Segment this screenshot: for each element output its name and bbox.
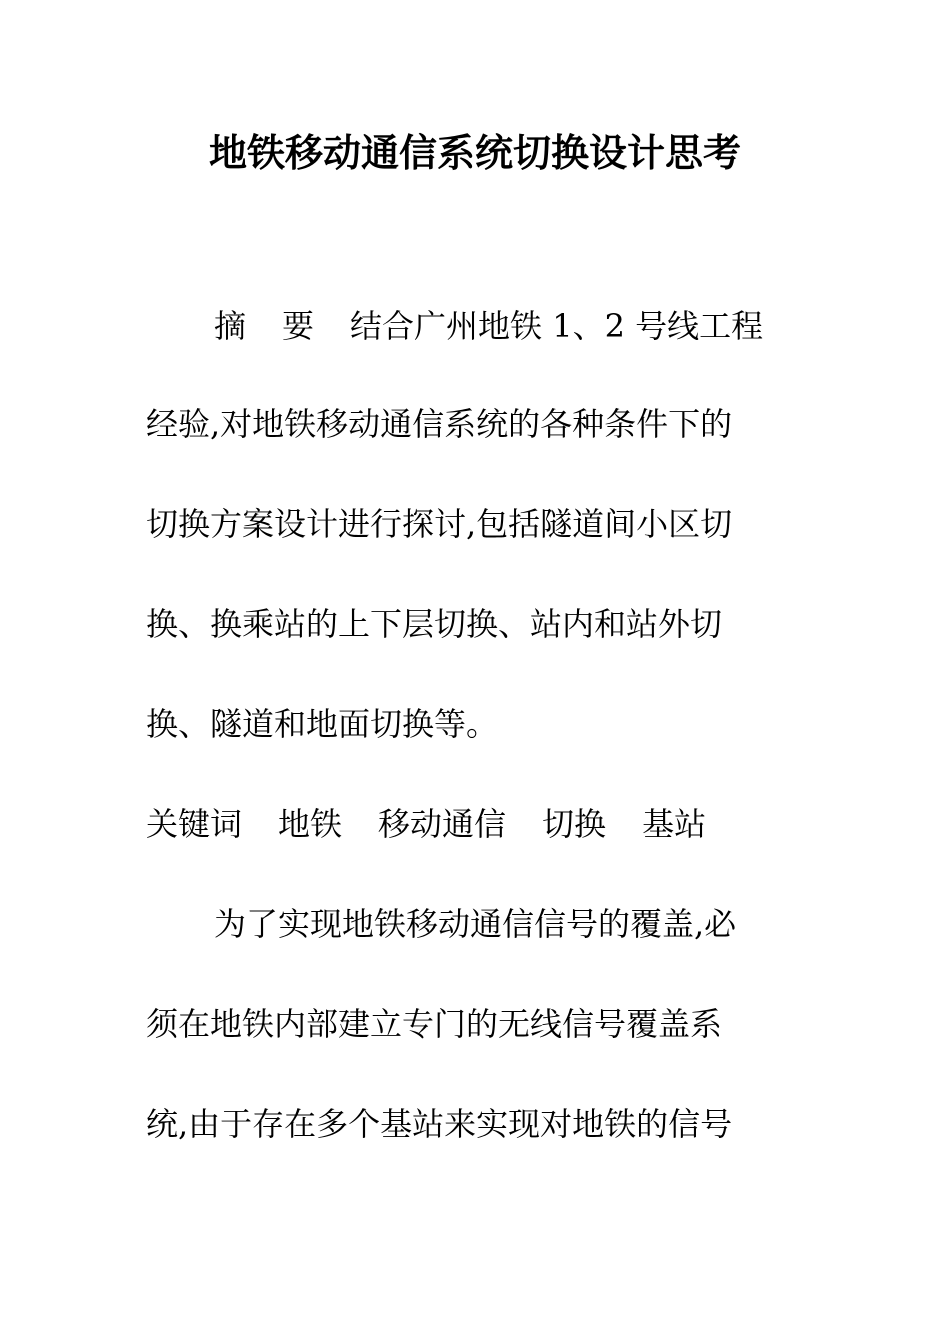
abstract-line: 换、换乘站的上下层切换、站内和站外切 [146,605,723,643]
keyword: 移动通信 [378,805,507,843]
document-title: 地铁移动通信系统切换设计思考 [208,130,741,175]
abstract-label-1: 摘 [214,307,247,345]
abstract-line: 换、隧道和地面切换等。 [146,705,499,743]
abstract-line: 结合广州地铁 1、2 号线工程 [350,307,764,345]
body-line: 统,由于存在多个基站来实现对地铁的信号 [146,1105,733,1143]
keywords-line [146,802,706,846]
body-line: 为了实现地铁移动通信信号的覆盖,必 [214,905,737,943]
body-line: 须在地铁内部建立专门的无线信号覆盖系 [146,1005,723,1043]
abstract-first-line [214,304,763,348]
keyword: 切换 [542,805,607,843]
keywords-label: 关键词 [146,805,243,843]
keyword: 基站 [642,805,707,843]
abstract-line: 切换方案设计进行探讨,包括隧道间小区切 [146,505,733,543]
abstract-label-2: 要 [282,307,315,345]
keyword: 地铁 [278,805,343,843]
abstract-line: 经验,对地铁移动通信系统的各种条件下的 [146,405,733,443]
